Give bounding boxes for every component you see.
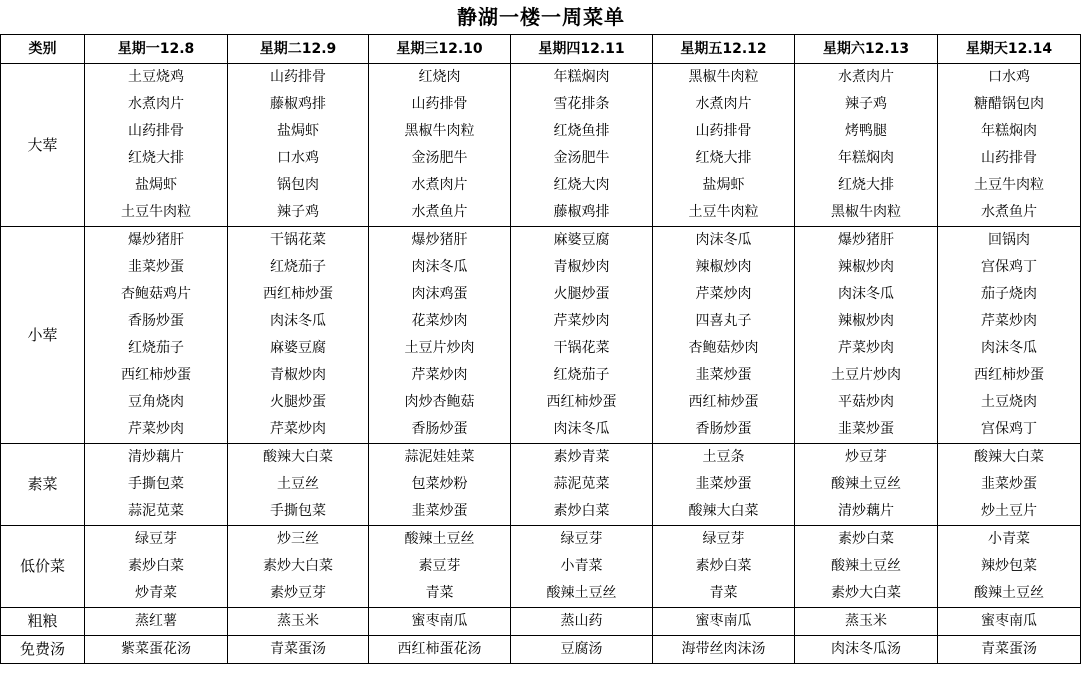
table-row xyxy=(1,498,1081,526)
dish-cell: 香肠炒蛋 xyxy=(653,416,795,444)
dish-cell: 芹菜炒肉 xyxy=(795,335,938,362)
dish-cell: 藤椒鸡排 xyxy=(511,199,653,227)
dish-cell: 酸辣大白菜 xyxy=(228,444,369,472)
dish-cell: 黑椒牛肉粒 xyxy=(795,199,938,227)
dish-cell: 烤鸭腿 xyxy=(795,118,938,145)
dish-cell: 蒸山药 xyxy=(511,608,653,636)
dish-cell: 素炒白菜 xyxy=(795,526,938,554)
table-row xyxy=(1,145,1081,172)
dish-cell: 爆炒猪肝 xyxy=(85,227,228,255)
dish-cell: 青菜蛋汤 xyxy=(228,636,369,664)
dish-cell: 手撕包菜 xyxy=(85,471,228,498)
dish-cell: 回锅肉 xyxy=(938,227,1081,255)
dish-cell: 韭菜炒蛋 xyxy=(795,416,938,444)
dish-cell: 红烧肉 xyxy=(369,64,511,92)
dish-cell: 土豆片炒肉 xyxy=(369,335,511,362)
dish-cell: 盐焗虾 xyxy=(653,172,795,199)
menu-body xyxy=(1,64,1081,664)
dish-cell: 辣子鸡 xyxy=(228,199,369,227)
dish-cell: 宫保鸡丁 xyxy=(938,254,1081,281)
table-row xyxy=(1,172,1081,199)
dish-cell: 芹菜炒肉 xyxy=(653,281,795,308)
dish-cell: 盐焗虾 xyxy=(85,172,228,199)
table-row xyxy=(1,308,1081,335)
dish-cell: 四喜丸子 xyxy=(653,308,795,335)
dish-cell: 金汤肥牛 xyxy=(369,145,511,172)
dish-cell: 水煮肉片 xyxy=(369,172,511,199)
table-row xyxy=(1,254,1081,281)
dish-cell: 红烧大肉 xyxy=(511,172,653,199)
dish-cell: 芹菜炒肉 xyxy=(511,308,653,335)
dish-cell: 水煮肉片 xyxy=(653,91,795,118)
dish-cell: 芹菜炒肉 xyxy=(938,308,1081,335)
dish-cell: 手撕包菜 xyxy=(228,498,369,526)
dish-cell: 藤椒鸡排 xyxy=(228,91,369,118)
dish-cell: 炒青菜 xyxy=(85,580,228,608)
dish-cell: 土豆牛肉粒 xyxy=(653,199,795,227)
dish-cell: 韭菜炒蛋 xyxy=(938,471,1081,498)
dish-cell: 麻婆豆腐 xyxy=(511,227,653,255)
dish-cell: 西红柿炒蛋 xyxy=(938,362,1081,389)
dish-cell: 酸辣土豆丝 xyxy=(511,580,653,608)
dish-cell: 酸辣土豆丝 xyxy=(795,553,938,580)
table-row xyxy=(1,636,1081,664)
table-row xyxy=(1,389,1081,416)
dish-cell: 糖醋锅包肉 xyxy=(938,91,1081,118)
dish-cell: 韭菜炒蛋 xyxy=(85,254,228,281)
day-header-sat: 星期六12.13 xyxy=(795,35,938,64)
dish-cell: 西红柿蛋花汤 xyxy=(369,636,511,664)
dish-cell: 年糕焖肉 xyxy=(795,145,938,172)
dish-cell: 锅包肉 xyxy=(228,172,369,199)
dish-cell: 包菜炒粉 xyxy=(369,471,511,498)
dish-cell: 年糕焖肉 xyxy=(938,118,1081,145)
dish-cell: 花菜炒肉 xyxy=(369,308,511,335)
dish-cell: 口水鸡 xyxy=(938,64,1081,92)
dish-cell: 红烧茄子 xyxy=(228,254,369,281)
dish-cell: 素炒大白菜 xyxy=(795,580,938,608)
category-cell: 大荤 xyxy=(1,64,85,227)
table-row xyxy=(1,553,1081,580)
table-row xyxy=(1,335,1081,362)
dish-cell: 红烧茄子 xyxy=(511,362,653,389)
dish-cell: 西红柿炒蛋 xyxy=(85,362,228,389)
table-row xyxy=(1,444,1081,472)
dish-cell: 水煮鱼片 xyxy=(938,199,1081,227)
dish-cell: 辣椒炒肉 xyxy=(653,254,795,281)
dish-cell: 火腿炒蛋 xyxy=(511,281,653,308)
dish-cell: 爆炒猪肝 xyxy=(369,227,511,255)
table-row xyxy=(1,91,1081,118)
dish-cell: 土豆丝 xyxy=(228,471,369,498)
category-cell: 素菜 xyxy=(1,444,85,526)
dish-cell: 年糕焖肉 xyxy=(511,64,653,92)
dish-cell: 黑椒牛肉粒 xyxy=(653,64,795,92)
header-row xyxy=(1,35,1081,64)
dish-cell: 素炒白菜 xyxy=(85,553,228,580)
dish-cell: 炒豆芽 xyxy=(795,444,938,472)
dish-cell: 茄子烧肉 xyxy=(938,281,1081,308)
dish-cell: 红烧大排 xyxy=(653,145,795,172)
dish-cell: 土豆牛肉粒 xyxy=(85,199,228,227)
dish-cell: 芹菜炒肉 xyxy=(85,416,228,444)
dish-cell: 蜜枣南瓜 xyxy=(369,608,511,636)
table-row xyxy=(1,362,1081,389)
dish-cell: 杏鲍菇鸡片 xyxy=(85,281,228,308)
dish-cell: 西红柿炒蛋 xyxy=(228,281,369,308)
dish-cell: 酸辣大白菜 xyxy=(938,444,1081,472)
dish-cell: 辣子鸡 xyxy=(795,91,938,118)
dish-cell: 盐焗虾 xyxy=(228,118,369,145)
dish-cell: 蜜枣南瓜 xyxy=(938,608,1081,636)
dish-cell: 紫菜蛋花汤 xyxy=(85,636,228,664)
category-cell: 小荤 xyxy=(1,227,85,444)
day-header-thu: 星期四12.11 xyxy=(511,35,653,64)
dish-cell: 肉沫冬瓜 xyxy=(369,254,511,281)
dish-cell: 雪花排条 xyxy=(511,91,653,118)
dish-cell: 青菜 xyxy=(653,580,795,608)
category-cell: 粗粮 xyxy=(1,608,85,636)
dish-cell: 清炒藕片 xyxy=(795,498,938,526)
dish-cell: 红烧大排 xyxy=(85,145,228,172)
dish-cell: 水煮肉片 xyxy=(85,91,228,118)
dish-cell: 蒜泥苋菜 xyxy=(85,498,228,526)
dish-cell: 海带丝肉沫汤 xyxy=(653,636,795,664)
dish-cell: 酸辣土豆丝 xyxy=(369,526,511,554)
dish-cell: 素炒豆芽 xyxy=(228,580,369,608)
dish-cell: 肉沫冬瓜 xyxy=(228,308,369,335)
table-row xyxy=(1,526,1081,554)
dish-cell: 土豆片炒肉 xyxy=(795,362,938,389)
dish-cell: 辣椒炒肉 xyxy=(795,254,938,281)
dish-cell: 肉沫冬瓜 xyxy=(938,335,1081,362)
dish-cell: 肉沫冬瓜 xyxy=(795,281,938,308)
dish-cell: 清炒藕片 xyxy=(85,444,228,472)
dish-cell: 韭菜炒蛋 xyxy=(369,498,511,526)
dish-cell: 山药排骨 xyxy=(369,91,511,118)
dish-cell: 麻婆豆腐 xyxy=(228,335,369,362)
dish-cell: 肉沫冬瓜 xyxy=(653,227,795,255)
dish-cell: 肉沫冬瓜汤 xyxy=(795,636,938,664)
dish-cell: 肉沫冬瓜 xyxy=(511,416,653,444)
dish-cell: 酸辣土豆丝 xyxy=(938,580,1081,608)
day-header-tue: 星期二12.9 xyxy=(228,35,369,64)
dish-cell: 红烧鱼排 xyxy=(511,118,653,145)
dish-cell: 炒三丝 xyxy=(228,526,369,554)
dish-cell: 青菜 xyxy=(369,580,511,608)
table-row xyxy=(1,281,1081,308)
dish-cell: 豆角烧肉 xyxy=(85,389,228,416)
dish-cell: 黑椒牛肉粒 xyxy=(369,118,511,145)
dish-cell: 土豆烧肉 xyxy=(938,389,1081,416)
dish-cell: 红烧茄子 xyxy=(85,335,228,362)
table-row xyxy=(1,608,1081,636)
dish-cell: 水煮鱼片 xyxy=(369,199,511,227)
dish-cell: 火腿炒蛋 xyxy=(228,389,369,416)
dish-cell: 绿豆芽 xyxy=(653,526,795,554)
dish-cell: 蒜泥苋菜 xyxy=(511,471,653,498)
dish-cell: 素炒青菜 xyxy=(511,444,653,472)
dish-cell: 炒土豆片 xyxy=(938,498,1081,526)
dish-cell: 豆腐汤 xyxy=(511,636,653,664)
dish-cell: 绿豆芽 xyxy=(85,526,228,554)
dish-cell: 土豆条 xyxy=(653,444,795,472)
dish-cell: 干锅花菜 xyxy=(511,335,653,362)
table-row xyxy=(1,64,1081,92)
dish-cell: 韭菜炒蛋 xyxy=(653,362,795,389)
dish-cell: 西红柿炒蛋 xyxy=(653,389,795,416)
dish-cell: 杏鲍菇炒肉 xyxy=(653,335,795,362)
menu-table xyxy=(0,34,1081,664)
table-row xyxy=(1,118,1081,145)
dish-cell: 肉炒杏鲍菇 xyxy=(369,389,511,416)
dish-cell: 宫保鸡丁 xyxy=(938,416,1081,444)
dish-cell: 小青菜 xyxy=(511,553,653,580)
dish-cell: 素豆芽 xyxy=(369,553,511,580)
dish-cell: 素炒大白菜 xyxy=(228,553,369,580)
dish-cell: 素炒白菜 xyxy=(511,498,653,526)
table-row xyxy=(1,416,1081,444)
dish-cell: 山药排骨 xyxy=(938,145,1081,172)
dish-cell: 爆炒猪肝 xyxy=(795,227,938,255)
table-row xyxy=(1,471,1081,498)
dish-cell: 金汤肥牛 xyxy=(511,145,653,172)
table-row xyxy=(1,227,1081,255)
dish-cell: 韭菜炒蛋 xyxy=(653,471,795,498)
dish-cell: 芹菜炒肉 xyxy=(228,416,369,444)
day-header-wed: 星期三12.10 xyxy=(369,35,511,64)
day-header-sun: 星期天12.14 xyxy=(938,35,1081,64)
dish-cell: 西红柿炒蛋 xyxy=(511,389,653,416)
dish-cell: 山药排骨 xyxy=(85,118,228,145)
category-header: 类别 xyxy=(1,35,85,64)
dish-cell: 山药排骨 xyxy=(653,118,795,145)
dish-cell: 肉沫鸡蛋 xyxy=(369,281,511,308)
dish-cell: 绿豆芽 xyxy=(511,526,653,554)
dish-cell: 酸辣大白菜 xyxy=(653,498,795,526)
table-row xyxy=(1,580,1081,608)
category-cell: 低价菜 xyxy=(1,526,85,608)
dish-cell: 青椒炒肉 xyxy=(228,362,369,389)
dish-cell: 辣炒包菜 xyxy=(938,553,1081,580)
dish-cell: 山药排骨 xyxy=(228,64,369,92)
day-header-fri: 星期五12.12 xyxy=(653,35,795,64)
dish-cell: 辣椒炒肉 xyxy=(795,308,938,335)
dish-cell: 土豆烧鸡 xyxy=(85,64,228,92)
dish-cell: 小青菜 xyxy=(938,526,1081,554)
dish-cell: 香肠炒蛋 xyxy=(369,416,511,444)
page-title: 静湖一楼一周菜单 xyxy=(457,5,625,29)
dish-cell: 红烧大排 xyxy=(795,172,938,199)
dish-cell: 土豆牛肉粒 xyxy=(938,172,1081,199)
dish-cell: 干锅花菜 xyxy=(228,227,369,255)
dish-cell: 蒸玉米 xyxy=(228,608,369,636)
dish-cell: 蒸红薯 xyxy=(85,608,228,636)
dish-cell: 酸辣土豆丝 xyxy=(795,471,938,498)
dish-cell: 芹菜炒肉 xyxy=(369,362,511,389)
dish-cell: 青椒炒肉 xyxy=(511,254,653,281)
day-header-mon: 星期一12.8 xyxy=(85,35,228,64)
table-row xyxy=(1,199,1081,227)
dish-cell: 蒸玉米 xyxy=(795,608,938,636)
dish-cell: 香肠炒蛋 xyxy=(85,308,228,335)
category-cell: 免费汤 xyxy=(1,636,85,664)
dish-cell: 口水鸡 xyxy=(228,145,369,172)
dish-cell: 蜜枣南瓜 xyxy=(653,608,795,636)
dish-cell: 水煮肉片 xyxy=(795,64,938,92)
dish-cell: 平菇炒肉 xyxy=(795,389,938,416)
dish-cell: 蒜泥娃娃菜 xyxy=(369,444,511,472)
dish-cell: 青菜蛋汤 xyxy=(938,636,1081,664)
dish-cell: 素炒白菜 xyxy=(653,553,795,580)
